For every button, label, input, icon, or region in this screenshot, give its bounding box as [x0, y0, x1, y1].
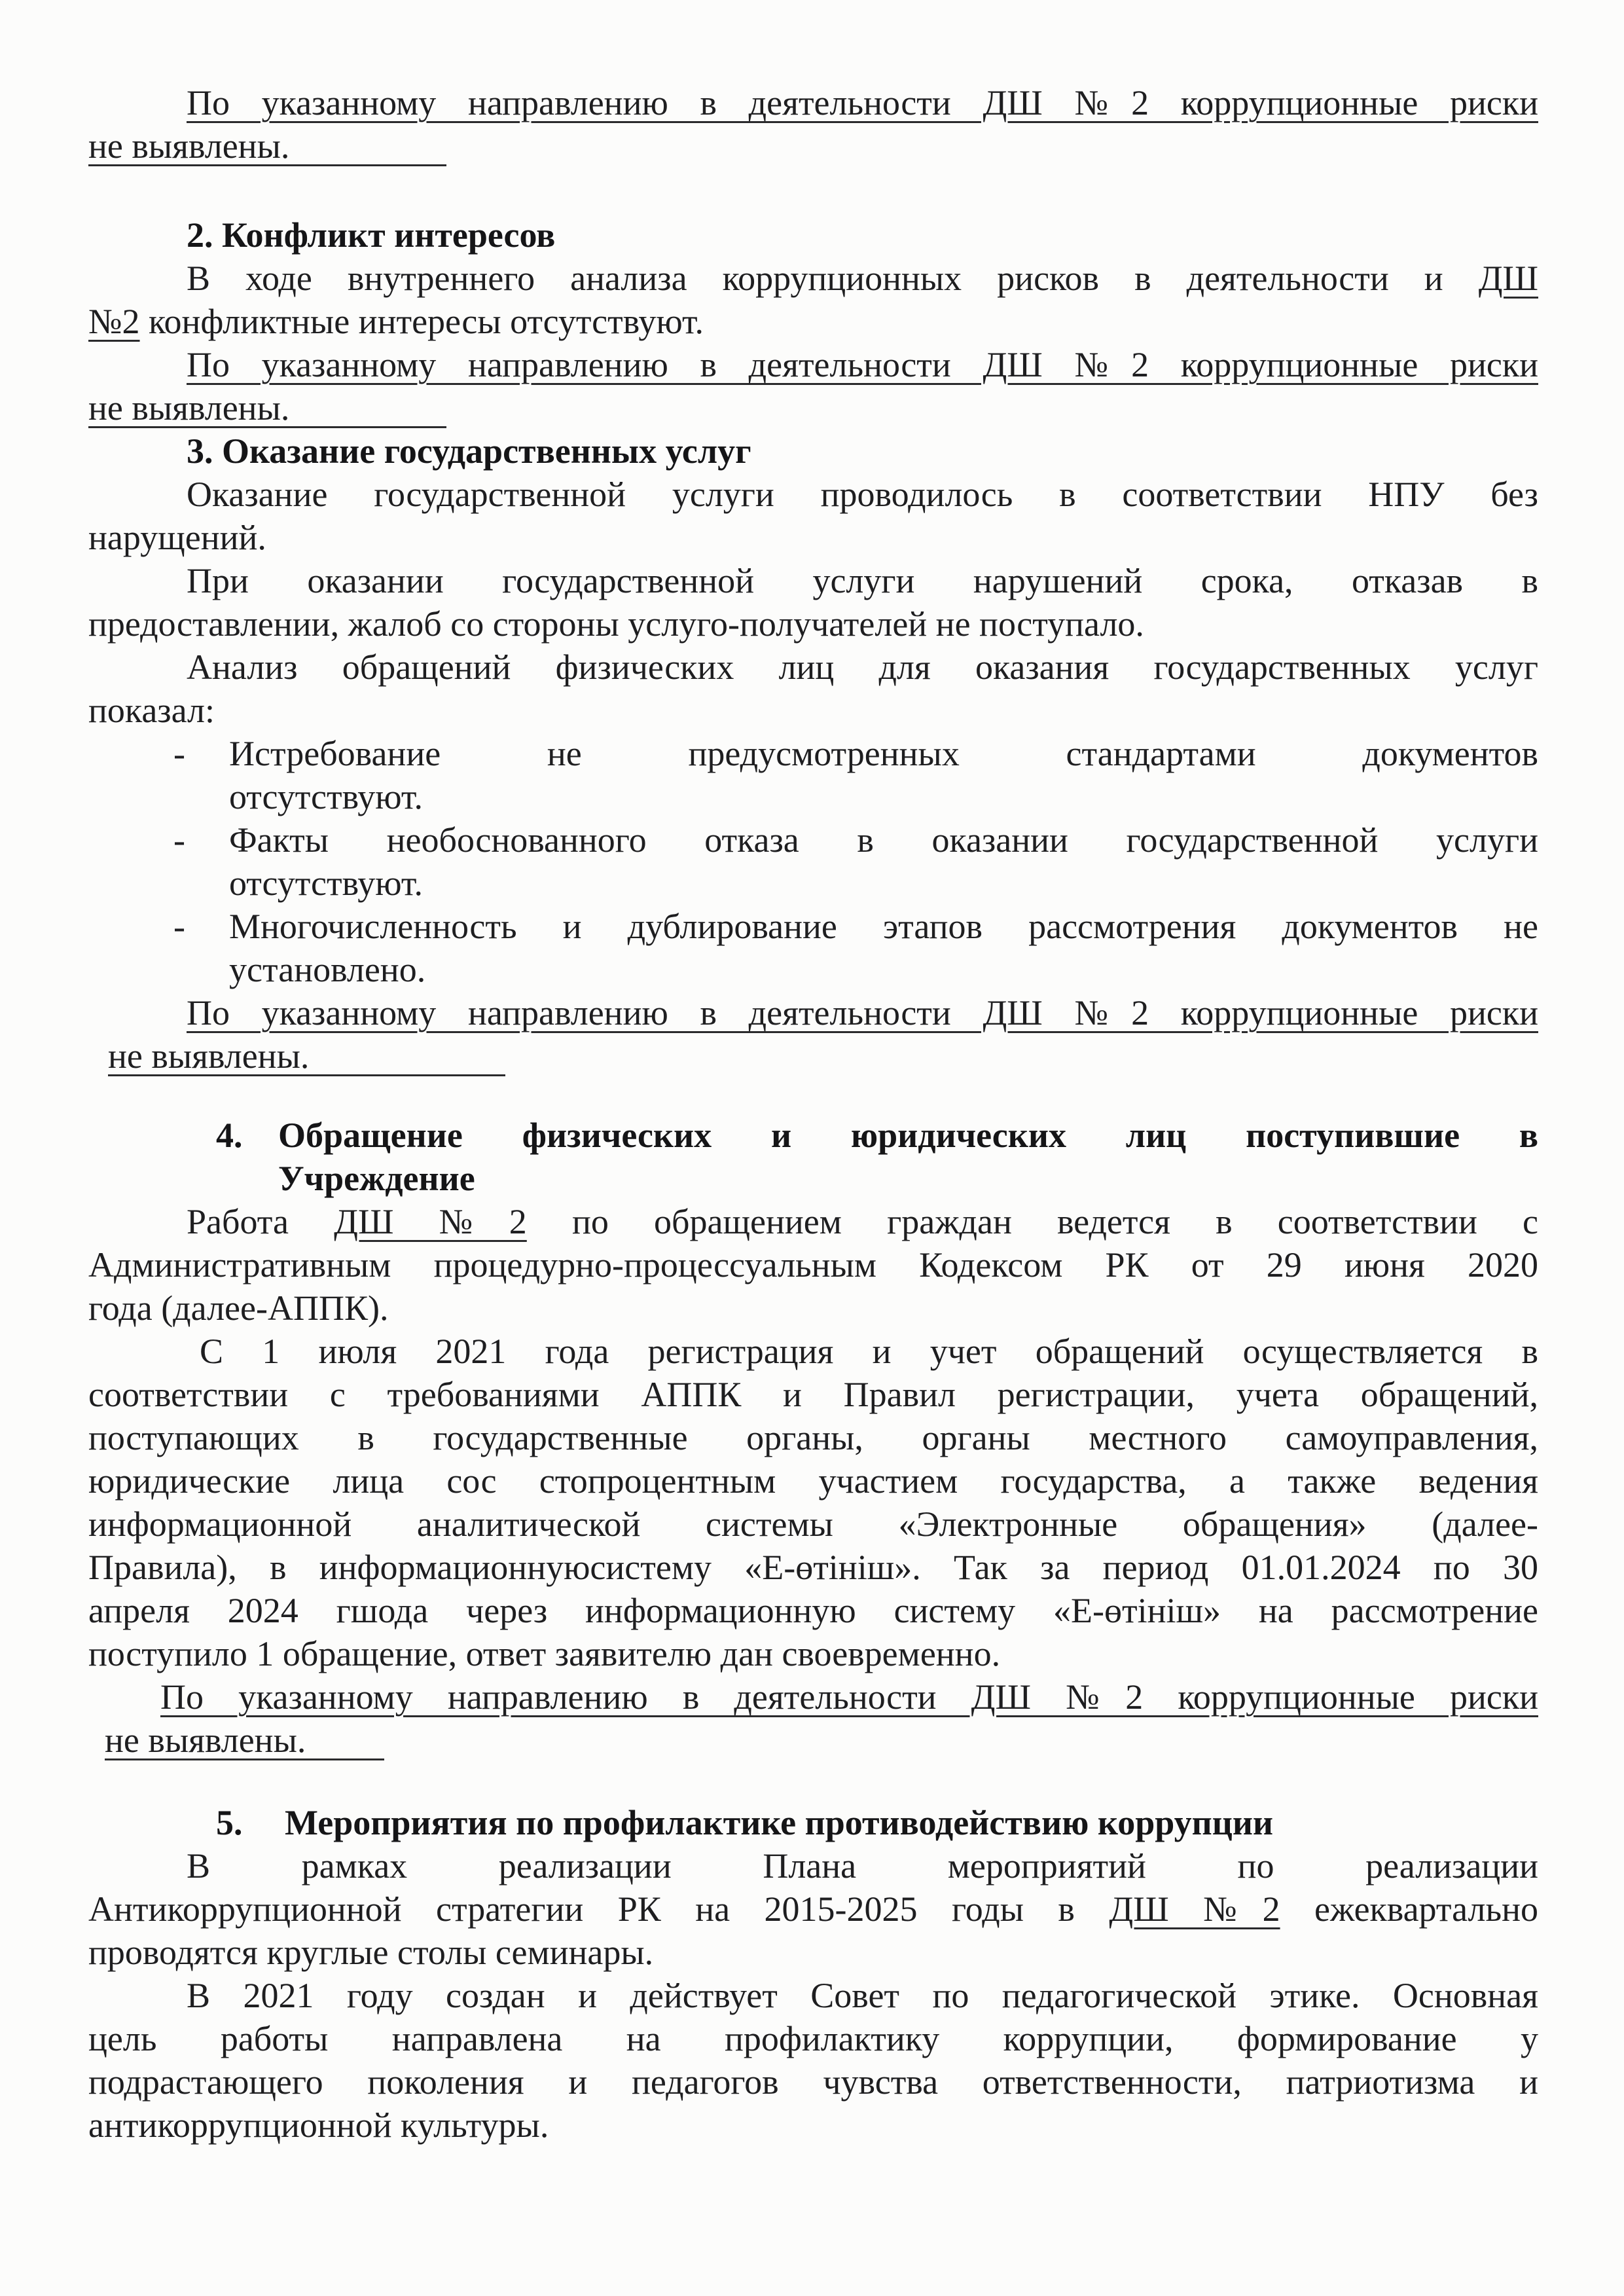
text-line	[88, 81, 1538, 124]
text-segment: установлено.	[229, 950, 426, 989]
text-segment: отсутствуют.	[229, 864, 423, 903]
text-segment: ДШ №2	[334, 1202, 527, 1241]
text-segment: проводятся круглые столы семинары.	[88, 1933, 654, 1972]
text-line	[88, 1546, 1538, 1589]
bullet-dash: -	[173, 907, 185, 946]
paragraph	[88, 1675, 1538, 1762]
text-line	[229, 948, 1538, 991]
text-line	[229, 905, 1538, 948]
text-segment: юридические лица сос стопроцентным участием государства, а также ведения	[88, 1461, 1538, 1501]
text-segment: №2	[88, 302, 140, 341]
text-line	[88, 2017, 1538, 2060]
underline-tail	[289, 425, 446, 428]
text-segment: 3. Оказание государственных услуг	[187, 431, 751, 471]
bullet-dash: -	[173, 820, 185, 860]
text-line	[88, 1286, 1538, 1330]
text-line	[278, 1114, 1538, 1157]
text-line	[187, 429, 1538, 473]
text-line	[88, 1844, 1538, 1887]
text-segment: Мероприятия по профилактике противодействию коррупции	[285, 1803, 1274, 1842]
text-segment: соответствии с требованиями АППК и Правил регистрации, учета обращений,	[88, 1375, 1538, 1414]
text-line	[88, 1200, 1538, 1243]
text-line	[88, 602, 1538, 646]
text-line	[88, 2060, 1538, 2104]
text-segment: не выявлены.	[88, 388, 290, 428]
text-segment: В рамках реализации Плана мероприятий по реализации	[187, 1846, 1538, 1886]
paragraph	[88, 1974, 1538, 2147]
text-segment: поступающих в государственные органы, органы местного самоуправления,	[88, 1418, 1538, 1457]
text-line	[88, 991, 1538, 1034]
text-line	[229, 732, 1538, 775]
section-heading	[88, 1114, 1538, 1200]
text-line	[88, 1503, 1538, 1546]
text-segment: года (далее-АППК).	[88, 1288, 389, 1328]
heading-number: 4.	[216, 1116, 243, 1155]
underline-tail	[306, 1757, 384, 1760]
section-heading	[88, 213, 1538, 257]
text-segment: Истребование не предусмотренных стандартами документов	[229, 734, 1538, 773]
text-segment: 2. Конфликт интересов	[187, 215, 556, 255]
text-segment: не выявлены.	[108, 1036, 310, 1076]
text-segment: не выявлены.	[88, 126, 290, 166]
paragraph	[88, 1200, 1538, 1330]
text-line	[88, 689, 1538, 732]
text-segment: В 2021 году создан и действует Совет по педагогической этике. Основная	[187, 1976, 1538, 2015]
text-segment: ДШ №2	[1109, 1889, 1280, 1929]
text-line	[88, 1887, 1538, 1931]
text-line	[278, 1157, 1538, 1200]
text-line	[88, 559, 1538, 602]
text-segment: подрастающего поколения и педагогов чувства ответственности, патриотизма и	[88, 2062, 1538, 2102]
paragraph	[88, 991, 1538, 1078]
text-segment: Административным процедурно-процессуальным Кодексом РК от 29 июня 2020	[88, 1245, 1538, 1285]
text-line	[88, 343, 1538, 386]
text-segment: конфликтные интересы отсутствуют.	[139, 302, 704, 341]
text-line	[88, 1459, 1538, 1503]
paragraph	[88, 343, 1538, 429]
section-heading	[88, 429, 1538, 473]
paragraph	[88, 559, 1538, 646]
text-line	[88, 646, 1538, 689]
underline-tail	[309, 1073, 505, 1076]
text-segment: С 1 июля 2021 года регистрация и учет обращений осуществляется в	[200, 1332, 1538, 1371]
paragraph	[88, 1844, 1538, 1974]
text-line	[229, 818, 1538, 862]
text-line	[88, 1931, 1538, 1974]
list-item	[88, 818, 1538, 905]
text-segment: Антикоррупционной стратегии РК на 2015-2025 годы в	[88, 1889, 1110, 1929]
text-line	[88, 1719, 1538, 1762]
text-line	[88, 1243, 1538, 1286]
text-line	[229, 775, 1538, 818]
text-segment: По указанному направлению в деятельности ДШ №2 коррупционные риски	[187, 83, 1538, 122]
text-line	[88, 1675, 1538, 1719]
text-line	[187, 213, 1538, 257]
paragraph	[88, 81, 1538, 168]
text-segment: антикоррупционной культуры.	[88, 2105, 549, 2145]
text-segment: апреля 2024 гшода через информационную систему «Е-өтініш» на рассмотрение	[88, 1591, 1538, 1630]
text-segment: Учреждение	[278, 1159, 475, 1198]
text-segment: по обращением граждан ведется в соответствии с	[526, 1202, 1538, 1241]
bullet-dash: -	[173, 734, 185, 773]
text-segment: При оказании государственной услуги нарушений срока, отказав в	[187, 561, 1538, 600]
text-segment: ежеквартально	[1280, 1889, 1538, 1929]
text-line	[88, 2104, 1538, 2147]
text-line	[88, 1034, 1538, 1078]
text-segment: Оказание государственной услуги проводилось в соответствии НПУ без	[187, 475, 1538, 514]
list-item	[88, 732, 1538, 818]
underline-tail	[289, 163, 446, 166]
text-segment: показал:	[88, 691, 215, 730]
text-segment: По указанному направлению в деятельности ДШ №2 коррупционные риски	[187, 993, 1538, 1032]
paragraph	[88, 473, 1538, 559]
text-line	[88, 1416, 1538, 1459]
text-segment: По указанному направлению в деятельности ДШ №2 коррупционные риски	[187, 345, 1538, 384]
list-item	[88, 905, 1538, 991]
heading-number: 5.	[216, 1803, 243, 1842]
text-line	[285, 1801, 1538, 1844]
text-line	[88, 300, 1538, 343]
text-segment: отсутствуют.	[229, 777, 423, 816]
paragraph	[88, 1330, 1538, 1675]
section-heading	[88, 1801, 1538, 1844]
text-segment: По указанному направлению в деятельности ДШ №2 коррупционные риски	[160, 1677, 1538, 1717]
text-line	[88, 124, 1538, 168]
text-segment: не выявлены.	[105, 1721, 306, 1760]
paragraph	[88, 257, 1538, 343]
paragraph	[88, 646, 1538, 732]
text-segment: предоставлении, жалоб со стороны услуго-получателей не поступало.	[88, 604, 1144, 644]
text-line	[88, 1330, 1538, 1373]
text-segment: Работа	[187, 1202, 334, 1241]
text-segment: ДШ	[1478, 259, 1538, 298]
text-segment: информационной аналитической системы «Электронные обращения» (далее-	[88, 1504, 1538, 1544]
text-line	[88, 1373, 1538, 1416]
text-segment: поступило 1 обращение, ответ заявителю дан своевременно.	[88, 1634, 1001, 1673]
text-segment: цель работы направлена на профилактику коррупции, формирование у	[88, 2019, 1538, 2058]
text-line	[88, 1974, 1538, 2017]
text-segment: Факты необоснованного отказа в оказании государственной услуги	[229, 820, 1538, 860]
text-segment: Многочисленность и дублирование этапов рассмотрения документов не	[229, 907, 1538, 946]
text-line	[88, 257, 1538, 300]
text-segment: Правила), в информационнуюсистему «Е-өтініш». Так за период 01.01.2024 по 30	[88, 1548, 1538, 1587]
text-segment: Анализ обращений физических лиц для оказания государственных услуг	[187, 647, 1538, 687]
text-line	[88, 1589, 1538, 1632]
text-line	[88, 516, 1538, 559]
text-line	[88, 473, 1538, 516]
text-segment: В ходе внутреннего анализа коррупционных рисков в деятельности и	[187, 259, 1479, 298]
text-line	[229, 862, 1538, 905]
text-segment: нарущений.	[88, 518, 266, 557]
text-line	[88, 1632, 1538, 1675]
text-segment: Обращение физических и юридических лиц поступившие в	[278, 1116, 1538, 1155]
text-line	[88, 386, 1538, 429]
